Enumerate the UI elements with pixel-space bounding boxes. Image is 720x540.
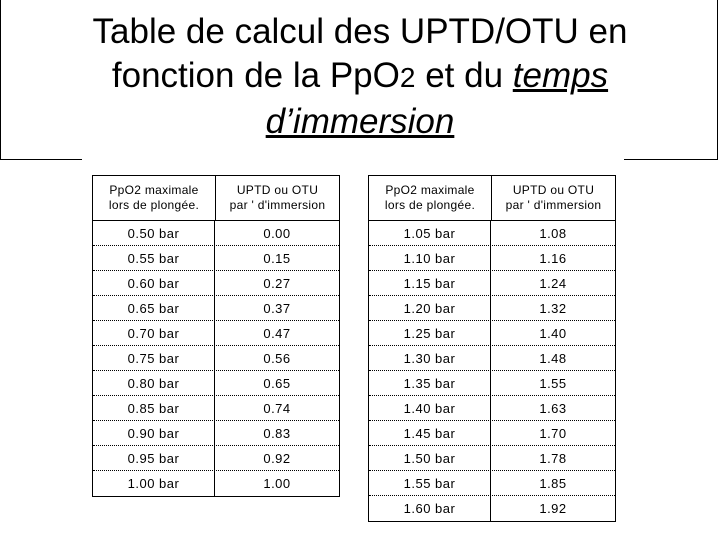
title-line-2-o: O	[372, 56, 400, 95]
cell-ppo2: 0.60 bar	[93, 271, 215, 295]
header-ppo2-line-1: PpO2 maximale	[385, 183, 475, 197]
table-body	[369, 221, 615, 521]
title-line-2-part-1: fonction de la Pp	[111, 56, 373, 95]
table-row	[93, 471, 339, 496]
cell-otu: 1.78	[539, 450, 567, 466]
cell-otu: 0.37	[263, 300, 291, 316]
title-line-2-emphasis: temps	[512, 56, 609, 95]
cell-otu: 0.83	[263, 425, 291, 441]
cell-otu: 0.56	[263, 350, 291, 366]
table-row	[369, 221, 615, 246]
cell-ppo2: 1.20 bar	[369, 296, 491, 320]
cell-ppo2: 0.95 bar	[93, 446, 215, 470]
cell-otu: 1.00	[263, 476, 291, 491]
cell-ppo2: 0.80 bar	[93, 371, 215, 395]
header-otu-line-1: UPTD ou OTU	[236, 183, 319, 197]
header-otu	[216, 176, 339, 220]
cell-ppo2: 0.55 bar	[93, 246, 215, 270]
header-ppo2	[369, 176, 492, 220]
cell-ppo2: 1.55 bar	[369, 471, 491, 495]
cell-ppo2: 1.60 bar	[369, 496, 491, 521]
cell-otu: 0.00	[263, 225, 291, 241]
cell-ppo2: 1.10 bar	[369, 246, 491, 270]
cell-otu: 0.47	[263, 325, 291, 341]
title-line-2-sub: 2	[399, 62, 416, 93]
table-row	[93, 371, 339, 396]
cell-ppo2: 1.35 bar	[369, 371, 491, 395]
cell-otu: 1.63	[539, 400, 567, 416]
cell-otu: 1.32	[539, 300, 567, 316]
cell-ppo2: 1.00 bar	[93, 471, 215, 496]
header-otu-line-2: par ' d'immersion	[229, 198, 326, 212]
cell-ppo2: 0.70 bar	[93, 321, 215, 345]
table-row	[369, 346, 615, 371]
table-row	[369, 496, 615, 521]
cell-otu: 0.15	[263, 250, 291, 266]
cell-otu: 1.55	[539, 375, 567, 391]
table-row	[369, 246, 615, 271]
header-otu-line-2: par ' d'immersion	[505, 198, 602, 212]
cell-ppo2: 1.40 bar	[369, 396, 491, 420]
cell-ppo2: 1.30 bar	[369, 346, 491, 370]
table-row	[93, 396, 339, 421]
cell-otu: 1.48	[539, 350, 567, 366]
title-line-3	[0, 100, 720, 144]
table-row	[369, 321, 615, 346]
table-row	[369, 271, 615, 296]
table-body	[93, 221, 339, 496]
cell-otu: 1.40	[539, 325, 567, 341]
cell-ppo2: 1.15 bar	[369, 271, 491, 295]
cell-otu: 0.27	[263, 275, 291, 291]
table-row	[93, 246, 339, 271]
otu-table-left	[92, 175, 340, 497]
cell-otu: 1.08	[539, 225, 567, 241]
table-row	[93, 421, 339, 446]
cell-ppo2: 0.90 bar	[93, 421, 215, 445]
cell-otu: 1.92	[539, 501, 567, 516]
cell-ppo2: 0.85 bar	[93, 396, 215, 420]
table-row	[93, 296, 339, 321]
title-line-2-part-2: et du	[415, 56, 513, 95]
otu-table-right	[368, 175, 616, 522]
table-row	[369, 471, 615, 496]
table-row	[93, 221, 339, 246]
cell-otu: 1.70	[539, 425, 567, 441]
table-row	[369, 371, 615, 396]
title-line-2	[0, 54, 720, 100]
table-row	[369, 446, 615, 471]
table-row	[93, 271, 339, 296]
header-ppo2-line-2: lors de plongée.	[384, 198, 476, 212]
table-header	[93, 176, 339, 221]
page-title	[0, 10, 720, 144]
header-ppo2-line-2: lors de plongée.	[108, 198, 200, 212]
header-ppo2-line-1: PpO2 maximale	[109, 183, 199, 197]
cell-ppo2: 1.45 bar	[369, 421, 491, 445]
header-ppo2	[93, 176, 216, 220]
cell-ppo2: 1.05 bar	[369, 221, 491, 245]
cell-otu: 1.16	[539, 250, 567, 266]
table-row	[369, 421, 615, 446]
cell-otu: 0.65	[263, 375, 291, 391]
title-frame-gap	[82, 150, 624, 166]
table-row	[93, 346, 339, 371]
cell-ppo2: 0.50 bar	[93, 221, 215, 245]
header-otu-line-1: UPTD ou OTU	[512, 183, 595, 197]
cell-ppo2: 0.75 bar	[93, 346, 215, 370]
title-line-1: Table de calcul des UPTD/OTU en	[92, 12, 628, 51]
table-row	[369, 396, 615, 421]
cell-otu: 1.85	[539, 475, 567, 491]
cell-otu: 0.92	[263, 450, 291, 466]
table-row	[369, 296, 615, 321]
cell-ppo2: 1.25 bar	[369, 321, 491, 345]
cell-ppo2: 1.50 bar	[369, 446, 491, 470]
cell-otu: 1.24	[539, 275, 567, 291]
table-row	[93, 321, 339, 346]
cell-ppo2: 0.65 bar	[93, 296, 215, 320]
table-row	[93, 446, 339, 471]
header-otu	[492, 176, 615, 220]
title-line-3-emphasis: d’immersion	[265, 102, 455, 141]
cell-otu: 0.74	[263, 400, 291, 416]
table-header	[369, 176, 615, 221]
